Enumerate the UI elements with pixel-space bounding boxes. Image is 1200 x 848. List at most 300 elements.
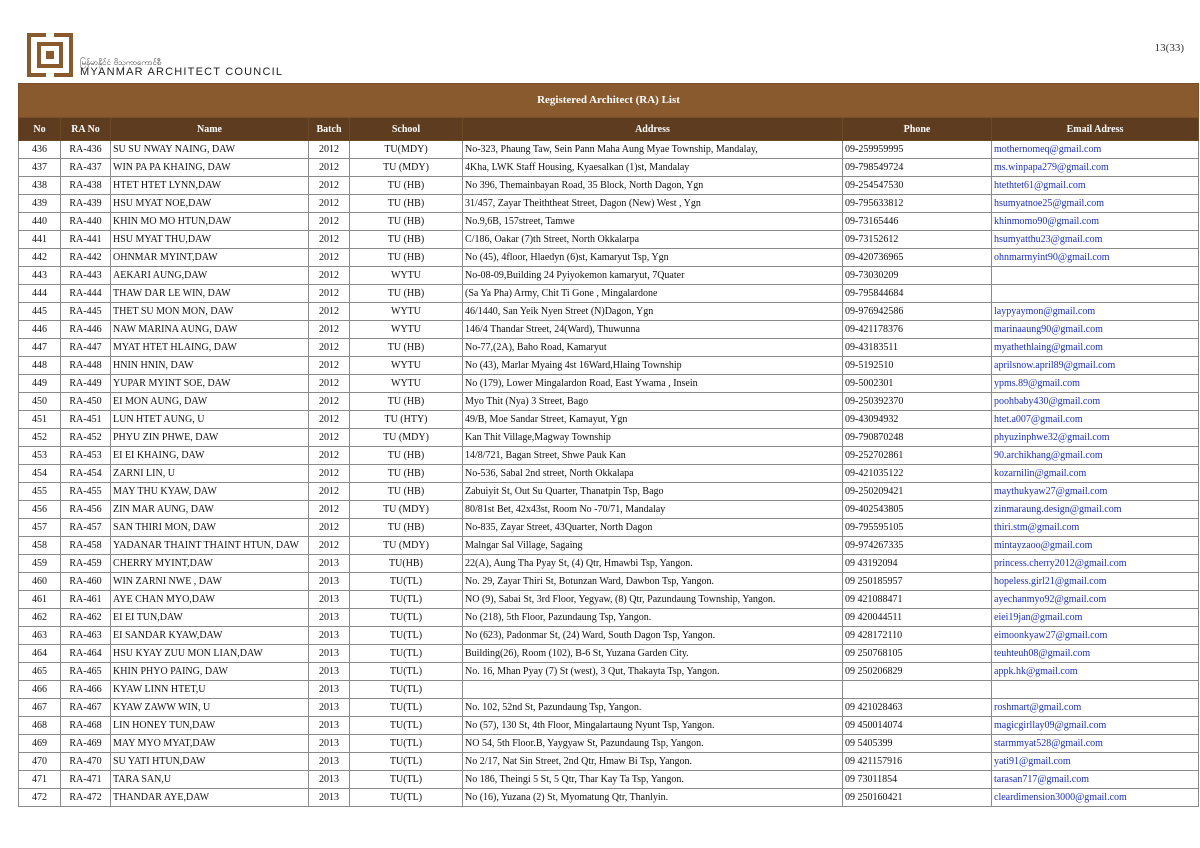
cell-email[interactable]: roshmart@gmail.com [992, 699, 1199, 717]
cell-batch: 2013 [309, 555, 350, 573]
cell-name: KHIN MO MO HTUN,DAW [111, 213, 309, 231]
cell-school: TU(TL) [350, 789, 463, 807]
cell-email[interactable]: cleardimension3000@gmail.com [992, 789, 1199, 807]
cell-no: 449 [19, 375, 61, 393]
cell-ra-no: RA-458 [61, 537, 111, 555]
cell-ra-no: RA-437 [61, 159, 111, 177]
cell-school: TU (HB) [350, 393, 463, 411]
cell-phone: 09-420736965 [843, 249, 992, 267]
cell-ra-no: RA-462 [61, 609, 111, 627]
cell-ra-no: RA-436 [61, 141, 111, 159]
cell-address: 80/81st Bet, 42x43st, Room No -70/71, Mandalay [463, 501, 843, 519]
cell-school: TU (MDY) [350, 537, 463, 555]
cell-no: 462 [19, 609, 61, 627]
cell-ra-no: RA-459 [61, 555, 111, 573]
cell-school: TU (HB) [350, 447, 463, 465]
cell-email[interactable]: starmmyat528@gmail.com [992, 735, 1199, 753]
cell-address: No. 102, 52nd St, Pazundaung Tsp, Yangon. [463, 699, 843, 717]
cell-address: No 2/17, Nat Sin Street, 2nd Qtr, Hmaw Bi Tsp, Yangon. [463, 753, 843, 771]
cell-name: CHERRY MYINT,DAW [111, 555, 309, 573]
cell-name: THET SU MON MON, DAW [111, 303, 309, 321]
table-row [19, 177, 1199, 195]
cell-batch: 2013 [309, 735, 350, 753]
table-row [19, 627, 1199, 645]
cell-school: TU (HB) [350, 339, 463, 357]
cell-phone: 09-5192510 [843, 357, 992, 375]
cell-phone: 09-252702861 [843, 447, 992, 465]
table-row [19, 555, 1199, 573]
cell-name: OHNMAR MYINT,DAW [111, 249, 309, 267]
cell-ra-no: RA-441 [61, 231, 111, 249]
table-row [19, 411, 1199, 429]
cell-email[interactable]: teuhteuh08@gmail.com [992, 645, 1199, 663]
cell-address: 31/457, Zayar Theiththeat Street, Dagon (New) West , Ygn [463, 195, 843, 213]
cell-phone: 09-790870248 [843, 429, 992, 447]
cell-no: 470 [19, 753, 61, 771]
cell-no: 458 [19, 537, 61, 555]
cell-no: 446 [19, 321, 61, 339]
cell-address: (Sa Ya Pha) Army, Chit Ti Gone , Mingalardone [463, 285, 843, 303]
table-row [19, 339, 1199, 357]
cell-name: KYAW ZAWW WIN, U [111, 699, 309, 717]
table-body [19, 141, 1199, 807]
cell-no: 451 [19, 411, 61, 429]
cell-batch: 2013 [309, 681, 350, 699]
table-row [19, 717, 1199, 735]
cell-phone: 09 421028463 [843, 699, 992, 717]
cell-email[interactable]: tarasan717@gmail.com [992, 771, 1199, 789]
table-row [19, 537, 1199, 555]
cell-batch: 2013 [309, 771, 350, 789]
cell-batch: 2012 [309, 213, 350, 231]
cell-phone: 09-43183511 [843, 339, 992, 357]
cell-school: TU(MDY) [350, 141, 463, 159]
cell-school: WYTU [350, 357, 463, 375]
column-header-batch: Batch [309, 118, 350, 141]
cell-batch: 2013 [309, 645, 350, 663]
cell-name: ZARNI LIN, U [111, 465, 309, 483]
cell-name: AYE CHAN MYO,DAW [111, 591, 309, 609]
table-row [19, 393, 1199, 411]
cell-ra-no: RA-450 [61, 393, 111, 411]
cell-phone: 09-73165446 [843, 213, 992, 231]
cell-name: THANDAR AYE,DAW [111, 789, 309, 807]
cell-email [992, 285, 1199, 303]
cell-address: No-536, Sabal 2nd street, North Okkalapa [463, 465, 843, 483]
cell-email[interactable]: kozarnilin@gmail.com [992, 465, 1199, 483]
column-header-address: Address [463, 118, 843, 141]
cell-batch: 2012 [309, 393, 350, 411]
cell-email[interactable]: ayechanmyo92@gmail.com [992, 591, 1199, 609]
cell-batch: 2012 [309, 465, 350, 483]
cell-address: No (43), Marlar Myaing 4st 16Ward,Hlaing Township [463, 357, 843, 375]
cell-school: TU (HB) [350, 213, 463, 231]
cell-batch: 2013 [309, 789, 350, 807]
cell-address: C/186, Oakar (7)th Street, North Okkalarpa [463, 231, 843, 249]
cell-address: No-323, Phaung Taw, Sein Pann Maha Aung Myae Township, Mandalay, [463, 141, 843, 159]
cell-school: TU(TL) [350, 753, 463, 771]
cell-school: WYTU [350, 375, 463, 393]
column-header-phone: Phone [843, 118, 992, 141]
cell-school: TU (HB) [350, 195, 463, 213]
org-name-myanmar: မြန်မာနိုင်ငံ ဗိသုကာကောင်စီ [80, 58, 162, 67]
cell-address: Kan Thit Village,Magway Township [463, 429, 843, 447]
cell-no: 469 [19, 735, 61, 753]
cell-school: TU(TL) [350, 771, 463, 789]
cell-no: 439 [19, 195, 61, 213]
cell-name: HNIN HNIN, DAW [111, 357, 309, 375]
cell-school: TU (HB) [350, 249, 463, 267]
cell-no: 472 [19, 789, 61, 807]
cell-no: 457 [19, 519, 61, 537]
table-row [19, 771, 1199, 789]
cell-no: 444 [19, 285, 61, 303]
cell-ra-no: RA-442 [61, 249, 111, 267]
cell-name: EI MON AUNG, DAW [111, 393, 309, 411]
cell-email[interactable]: ypms.89@gmail.com [992, 375, 1199, 393]
cell-phone: 09-974267335 [843, 537, 992, 555]
table-row [19, 663, 1199, 681]
cell-name: MAY MYO MYAT,DAW [111, 735, 309, 753]
cell-address: Malngar Sal Village, Sagaing [463, 537, 843, 555]
cell-phone: 09 428172110 [843, 627, 992, 645]
cell-school: TU (HB) [350, 231, 463, 249]
cell-name: TARA SAN,U [111, 771, 309, 789]
cell-email[interactable]: appk.hk@gmail.com [992, 663, 1199, 681]
cell-name: AEKARI AUNG,DAW [111, 267, 309, 285]
cell-no: 442 [19, 249, 61, 267]
cell-ra-no: RA-461 [61, 591, 111, 609]
cell-email[interactable]: eiei19jan@gmail.com [992, 609, 1199, 627]
cell-batch: 2012 [309, 537, 350, 555]
cell-phone: 09-250209421 [843, 483, 992, 501]
cell-ra-no: RA-456 [61, 501, 111, 519]
cell-no: 467 [19, 699, 61, 717]
cell-address: No (45), 4floor, Hlaedyn (6)st, Kamaryut Tsp, Ygn [463, 249, 843, 267]
cell-phone: 09 421088471 [843, 591, 992, 609]
cell-phone: 09 450014074 [843, 717, 992, 735]
cell-batch: 2012 [309, 483, 350, 501]
cell-batch: 2012 [309, 159, 350, 177]
cell-phone: 09-976942586 [843, 303, 992, 321]
cell-email[interactable]: princess.cherry2012@gmail.com [992, 555, 1199, 573]
cell-ra-no: RA-445 [61, 303, 111, 321]
cell-name: HSU MYAT NOE,DAW [111, 195, 309, 213]
cell-school: TU (HB) [350, 285, 463, 303]
cell-batch: 2013 [309, 717, 350, 735]
cell-batch: 2012 [309, 249, 350, 267]
cell-school: TU (HB) [350, 465, 463, 483]
cell-email[interactable]: phyuzinphwe32@gmail.com [992, 429, 1199, 447]
cell-address: No 186, Theingi 5 St, 5 Qtr, Thar Kay Ta Tsp, Yangon. [463, 771, 843, 789]
cell-email[interactable]: ohnmarmyint90@gmail.com [992, 249, 1199, 267]
cell-name: SU YATI HTUN,DAW [111, 753, 309, 771]
cell-phone: 09-795844684 [843, 285, 992, 303]
cell-email[interactable]: zinmaraung.design@gmail.com [992, 501, 1199, 519]
cell-school: TU(TL) [350, 573, 463, 591]
cell-batch: 2013 [309, 699, 350, 717]
cell-batch: 2012 [309, 501, 350, 519]
cell-school: TU(TL) [350, 663, 463, 681]
cell-name: PHYU ZIN PHWE, DAW [111, 429, 309, 447]
cell-school: TU (HTY) [350, 411, 463, 429]
cell-name: MAY THU KYAW, DAW [111, 483, 309, 501]
cell-ra-no: RA-457 [61, 519, 111, 537]
cell-batch: 2012 [309, 303, 350, 321]
table-row [19, 303, 1199, 321]
table-row [19, 591, 1199, 609]
cell-name: WIN PA PA KHAING, DAW [111, 159, 309, 177]
cell-email [992, 267, 1199, 285]
cell-address: 146/4 Thandar Street, 24(Ward), Thuwunna [463, 321, 843, 339]
cell-address: No. 16, Mhan Pyay (7) St (west), 3 Qut, Thakayta Tsp, Yangon. [463, 663, 843, 681]
cell-address: No. 29, Zayar Thiri St, Botunzan Ward, Dawbon Tsp, Yangon. [463, 573, 843, 591]
table-row [19, 375, 1199, 393]
cell-email[interactable]: aprilsnow.april89@gmail.com [992, 357, 1199, 375]
cell-phone: 09-421178376 [843, 321, 992, 339]
cell-batch: 2013 [309, 753, 350, 771]
cell-address: NO (9), Sabai St, 3rd Floor, Yegyaw, (8) Qtr, Pazundaung Township, Yangon. [463, 591, 843, 609]
cell-batch: 2013 [309, 627, 350, 645]
cell-email[interactable]: mintayzaoo@gmail.com [992, 537, 1199, 555]
cell-batch: 2012 [309, 357, 350, 375]
table-row [19, 249, 1199, 267]
table-row [19, 519, 1199, 537]
cell-email[interactable]: hsumyatnoe25@gmail.com [992, 195, 1199, 213]
cell-email[interactable]: htet.a007@gmail.com [992, 411, 1199, 429]
cell-no: 454 [19, 465, 61, 483]
cell-name: WIN ZARNI NWE , DAW [111, 573, 309, 591]
cell-school: TU(TL) [350, 627, 463, 645]
cell-no: 464 [19, 645, 61, 663]
cell-no: 466 [19, 681, 61, 699]
cell-batch: 2012 [309, 375, 350, 393]
table-row [19, 699, 1199, 717]
cell-no: 453 [19, 447, 61, 465]
cell-school: TU(TL) [350, 699, 463, 717]
table-row [19, 267, 1199, 285]
cell-no: 471 [19, 771, 61, 789]
cell-phone: 09 5405399 [843, 735, 992, 753]
cell-no: 452 [19, 429, 61, 447]
cell-ra-no: RA-439 [61, 195, 111, 213]
cell-school: WYTU [350, 267, 463, 285]
cell-email[interactable]: magicgirllay09@gmail.com [992, 717, 1199, 735]
cell-batch: 2013 [309, 591, 350, 609]
cell-email[interactable]: myathethlaing@gmail.com [992, 339, 1199, 357]
cell-school: TU (MDY) [350, 429, 463, 447]
cell-no: 441 [19, 231, 61, 249]
table-row [19, 321, 1199, 339]
table-row [19, 159, 1199, 177]
cell-school: TU (MDY) [350, 501, 463, 519]
column-header-school: School [350, 118, 463, 141]
table-row [19, 213, 1199, 231]
cell-school: TU (HB) [350, 177, 463, 195]
cell-name: HTET HTET LYNN,DAW [111, 177, 309, 195]
cell-address: No-08-09,Building 24 Pyiyokemon kamaryut, 7Quater [463, 267, 843, 285]
cell-address: No (218), 5th Floor, Pazundaung Tsp, Yangon. [463, 609, 843, 627]
cell-email[interactable]: hsumyatthu23@gmail.com [992, 231, 1199, 249]
cell-ra-no: RA-469 [61, 735, 111, 753]
cell-address: Zabuiyit St, Out Su Quarter, Thanatpin Tsp, Bago [463, 483, 843, 501]
cell-email[interactable]: maythukyaw27@gmail.com [992, 483, 1199, 501]
cell-ra-no: RA-455 [61, 483, 111, 501]
cell-name: MYAT HTET HLAING, DAW [111, 339, 309, 357]
cell-phone: 09-250392370 [843, 393, 992, 411]
cell-no: 461 [19, 591, 61, 609]
cell-name: HSU KYAY ZUU MON LIAN,DAW [111, 645, 309, 663]
cell-address: No (623), Padonmar St, (24) Ward, South Dagon Tsp, Yangon. [463, 627, 843, 645]
cell-batch: 2012 [309, 339, 350, 357]
cell-name: YADANAR THAINT THAINT HTUN, DAW [111, 537, 309, 555]
cell-batch: 2012 [309, 321, 350, 339]
column-header-ra-no: RA No [61, 118, 111, 141]
cell-phone: 09 250768105 [843, 645, 992, 663]
column-header-row [19, 118, 1199, 141]
cell-no: 438 [19, 177, 61, 195]
cell-phone: 09-795633812 [843, 195, 992, 213]
cell-batch: 2012 [309, 519, 350, 537]
cell-phone: 09-798549724 [843, 159, 992, 177]
cell-ra-no: RA-464 [61, 645, 111, 663]
cell-address: No (57), 130 St, 4th Floor, Mingalartaung Nyunt Tsp, Yangon. [463, 717, 843, 735]
cell-ra-no: RA-467 [61, 699, 111, 717]
cell-phone: 09-402543805 [843, 501, 992, 519]
cell-batch: 2012 [309, 411, 350, 429]
cell-phone: 09-795595105 [843, 519, 992, 537]
cell-no: 468 [19, 717, 61, 735]
cell-ra-no: RA-470 [61, 753, 111, 771]
cell-school: TU(TL) [350, 717, 463, 735]
cell-email[interactable]: thiri.stm@gmail.com [992, 519, 1199, 537]
table-row [19, 735, 1199, 753]
cell-email[interactable]: hopeless.girl21@gmail.com [992, 573, 1199, 591]
cell-batch: 2013 [309, 663, 350, 681]
cell-email[interactable]: htethtet61@gmail.com [992, 177, 1199, 195]
cell-ra-no: RA-452 [61, 429, 111, 447]
cell-address: No-77,(2A), Baho Road, Kamaryut [463, 339, 843, 357]
cell-batch: 2012 [309, 267, 350, 285]
cell-ra-no: RA-472 [61, 789, 111, 807]
table-row [19, 447, 1199, 465]
cell-address: No-835, Zayar Street, 43Quarter, North Dagon [463, 519, 843, 537]
cell-batch: 2012 [309, 195, 350, 213]
cell-ra-no: RA-438 [61, 177, 111, 195]
cell-batch: 2012 [309, 141, 350, 159]
table-row [19, 429, 1199, 447]
cell-school: TU(TL) [350, 609, 463, 627]
cell-ra-no: RA-449 [61, 375, 111, 393]
cell-phone: 09-259959995 [843, 141, 992, 159]
council-logo-icon [26, 32, 74, 78]
cell-no: 455 [19, 483, 61, 501]
cell-ra-no: RA-440 [61, 213, 111, 231]
table-row [19, 357, 1199, 375]
cell-address: No (179), Lower Mingalardon Road, East Ywama , Insein [463, 375, 843, 393]
cell-no: 436 [19, 141, 61, 159]
cell-name: SAN THIRI MON, DAW [111, 519, 309, 537]
cell-batch: 2012 [309, 429, 350, 447]
table-row [19, 465, 1199, 483]
cell-school: TU (HB) [350, 483, 463, 501]
cell-name: ZIN MAR AUNG, DAW [111, 501, 309, 519]
cell-phone: 09 250160421 [843, 789, 992, 807]
table-row [19, 141, 1199, 159]
cell-school: WYTU [350, 303, 463, 321]
cell-ra-no: RA-460 [61, 573, 111, 591]
cell-phone: 09 250206829 [843, 663, 992, 681]
cell-ra-no: RA-468 [61, 717, 111, 735]
cell-email[interactable]: yati91@gmail.com [992, 753, 1199, 771]
cell-no: 456 [19, 501, 61, 519]
table-row [19, 645, 1199, 663]
cell-no: 443 [19, 267, 61, 285]
cell-email[interactable]: poohbaby430@gmail.com [992, 393, 1199, 411]
cell-name: NAW MARINA AUNG, DAW [111, 321, 309, 339]
cell-ra-no: RA-447 [61, 339, 111, 357]
ra-list-table [18, 83, 1199, 807]
cell-ra-no: RA-451 [61, 411, 111, 429]
cell-phone: 09-5002301 [843, 375, 992, 393]
cell-phone: 09 250185957 [843, 573, 992, 591]
cell-school: TU(TL) [350, 681, 463, 699]
cell-batch: 2012 [309, 231, 350, 249]
cell-email[interactable]: eimoonkyaw27@gmail.com [992, 627, 1199, 645]
cell-email[interactable]: 90.archikhang@gmail.com [992, 447, 1199, 465]
cell-address [463, 681, 843, 699]
cell-school: WYTU [350, 321, 463, 339]
cell-email[interactable]: mothernomeq@gmail.com [992, 141, 1199, 159]
cell-email[interactable]: khinmomo90@gmail.com [992, 213, 1199, 231]
cell-no: 450 [19, 393, 61, 411]
table-row [19, 285, 1199, 303]
cell-batch: 2013 [309, 573, 350, 591]
table-title: Registered Architect (RA) List [19, 84, 1199, 118]
table-row [19, 609, 1199, 627]
cell-school: TU(HB) [350, 555, 463, 573]
cell-batch: 2012 [309, 285, 350, 303]
cell-email[interactable]: ms.winpapa279@gmail.com [992, 159, 1199, 177]
cell-email[interactable]: laypyaymon@gmail.com [992, 303, 1199, 321]
cell-name: SU SU NWAY NAING, DAW [111, 141, 309, 159]
cell-name: EI SANDAR KYAW,DAW [111, 627, 309, 645]
cell-no: 448 [19, 357, 61, 375]
cell-ra-no: RA-471 [61, 771, 111, 789]
cell-address: Building(26), Room (102), B-6 St, Yuzana Garden City. [463, 645, 843, 663]
cell-address: 49/B, Moe Sandar Street, Kamayut, Ygn [463, 411, 843, 429]
cell-school: TU (MDY) [350, 159, 463, 177]
cell-name: LUN HTET AUNG, U [111, 411, 309, 429]
cell-phone [843, 681, 992, 699]
cell-email[interactable]: marinaaung90@gmail.com [992, 321, 1199, 339]
cell-phone: 09 420044511 [843, 609, 992, 627]
column-header-name: Name [111, 118, 309, 141]
cell-no: 460 [19, 573, 61, 591]
cell-no: 463 [19, 627, 61, 645]
cell-ra-no: RA-454 [61, 465, 111, 483]
cell-school: TU (HB) [350, 519, 463, 537]
cell-name: YUPAR MYINT SOE, DAW [111, 375, 309, 393]
cell-address: 46/1440, San Yeik Nyen Street (N)Dagon, Ygn [463, 303, 843, 321]
column-header-email: Email Adress [992, 118, 1199, 141]
cell-phone: 09-73152612 [843, 231, 992, 249]
cell-name: EI EI TUN,DAW [111, 609, 309, 627]
cell-ra-no: RA-446 [61, 321, 111, 339]
cell-name: EI EI KHAING, DAW [111, 447, 309, 465]
cell-school: TU(TL) [350, 735, 463, 753]
cell-ra-no: RA-466 [61, 681, 111, 699]
